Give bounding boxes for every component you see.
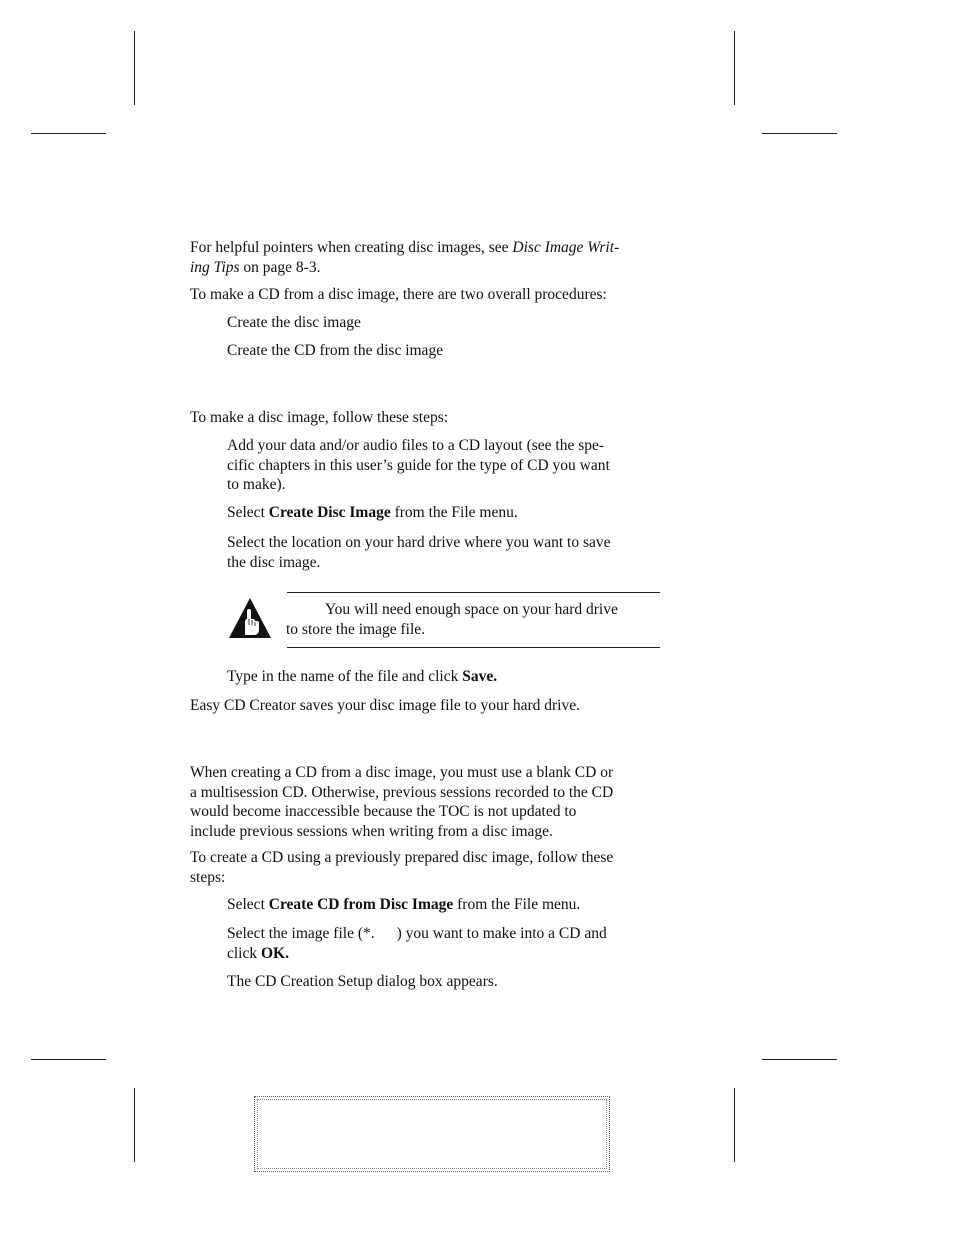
step-item: Select Create CD from Disc Image from the File menu.: [227, 896, 581, 913]
note-text: You will need enough space on your hard drive to store the image file.: [286, 601, 618, 638]
procedure-item: Create the CD from the disc image: [227, 342, 444, 359]
note-rule-top: [287, 592, 660, 593]
crop-mark: [734, 31, 735, 105]
crop-mark: [31, 1059, 106, 1060]
step-item: Select Create Disc Image from the File menu.: [227, 504, 518, 521]
crop-mark: [762, 1059, 837, 1060]
step-item: Type in the name of the file and click Save.: [227, 668, 498, 685]
procedure-item: Create the disc image: [227, 314, 361, 331]
intro-paragraph: For helpful pointers when creating disc images, see Disc Image Writ- ing Tips on page 8-3.: [190, 239, 620, 276]
step-item: Select the image file (*. ) you want to make into a CD and click OK.: [227, 925, 607, 962]
result-paragraph: Easy CD Creator saves your disc image file to your hard drive.: [190, 697, 580, 714]
stamp-box: [254, 1096, 610, 1172]
step-item: Add your data and/or audio files to a CD layout (see the spe- cific chapters in this user’s guide for the type of CD you want to make).: [227, 437, 610, 493]
crop-mark: [734, 1088, 735, 1162]
crop-mark: [762, 133, 837, 134]
menu-command: Create CD from Disc Image: [268, 896, 454, 913]
step-item: Select the location on your hard drive where you want to save the disc image.: [227, 534, 611, 571]
steps-lead: To create a CD using a previously prepared disc image, follow these steps:: [190, 849, 614, 886]
menu-command: Create Disc Image: [268, 504, 391, 521]
crop-mark: [134, 31, 135, 105]
crop-mark: [134, 1088, 135, 1162]
step-item: The CD Creation Setup dialog box appears.: [227, 973, 498, 990]
overview-paragraph: To make a CD from a disc image, there are two overall procedures:: [190, 286, 607, 303]
button-reference: OK.: [261, 944, 289, 962]
cd-paragraph: When creating a CD from a disc image, you must use a blank CD or a multisession CD. Otherwise, previous sessions recorded to the CD would become inaccessible because the TOC is not updated to include previous sessions when writing from a disc image.: [190, 764, 614, 840]
note-rule-bottom: [287, 647, 660, 648]
button-reference: Save.: [462, 668, 498, 685]
cross-reference-link[interactable]: Disc Image Writ- ing Tips: [190, 239, 620, 276]
crop-mark: [31, 133, 106, 134]
stamp-box-inner: [257, 1099, 607, 1169]
note-hand-icon: [228, 597, 272, 639]
steps-lead: To make a disc image, follow these steps:: [190, 409, 449, 426]
